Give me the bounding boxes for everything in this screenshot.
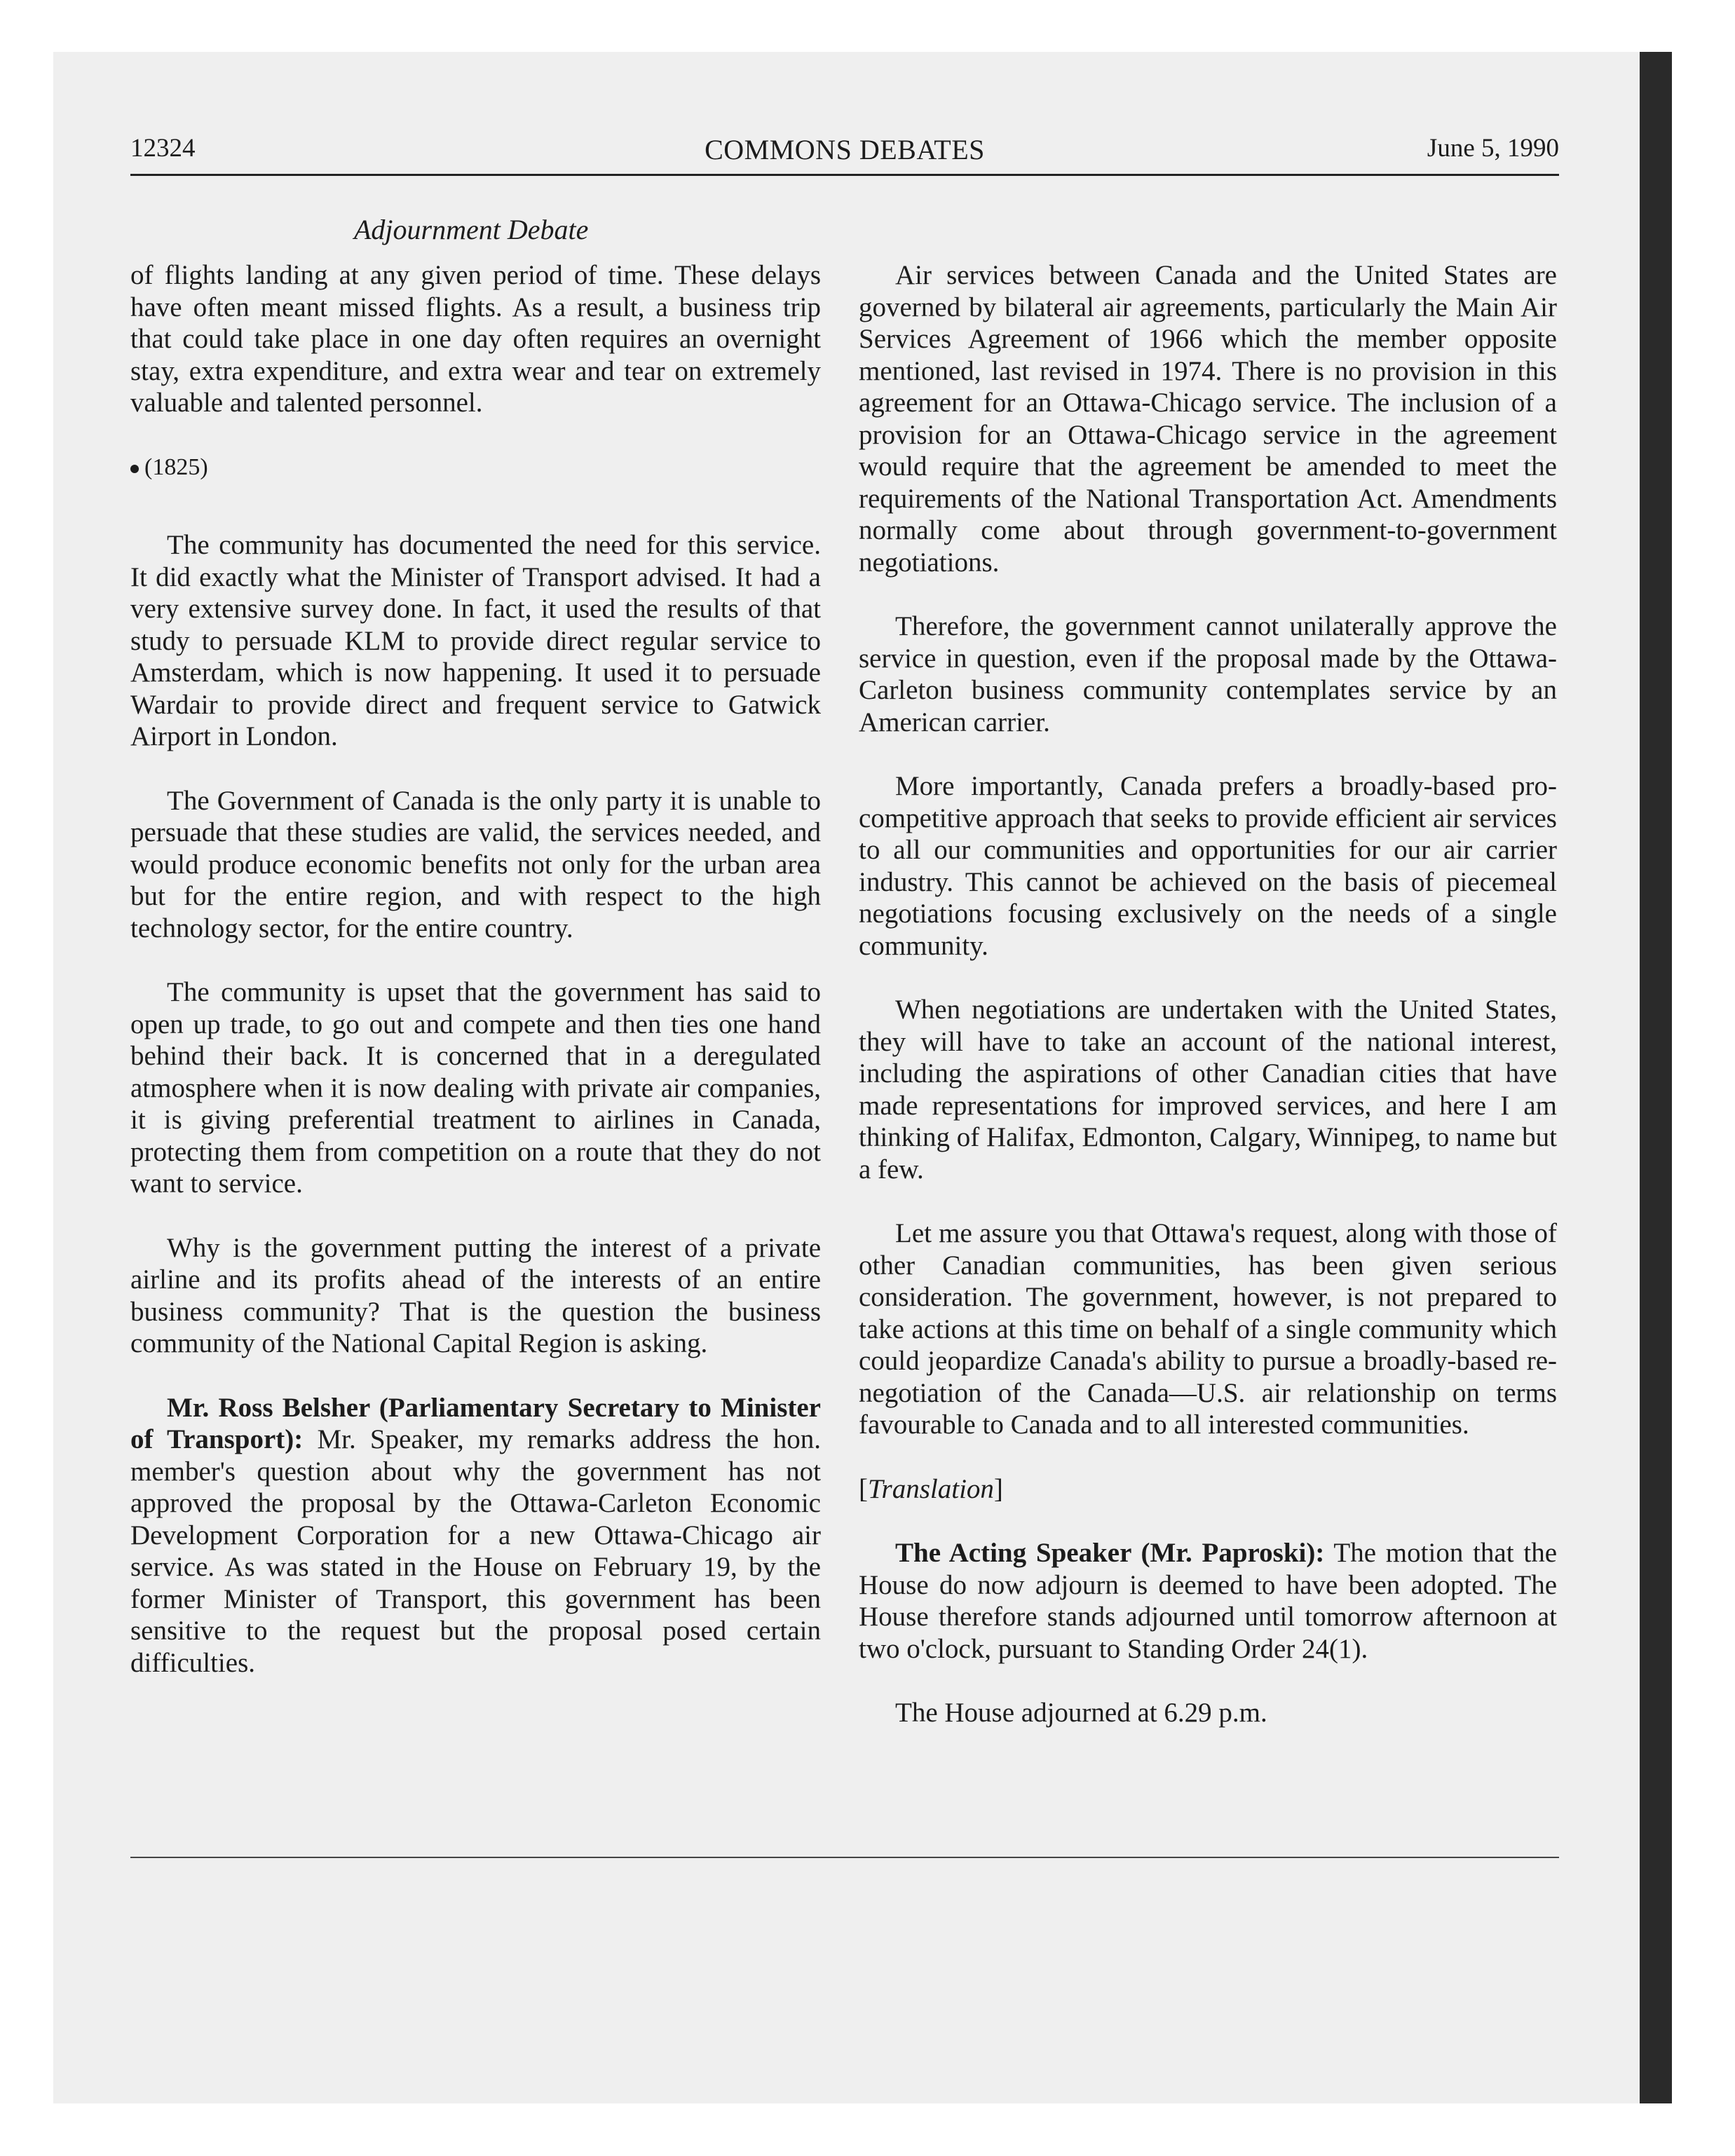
left-column <box>130 259 821 1711</box>
paragraph: The House adjourned at 6.29 p.m. <box>895 1698 1267 1728</box>
speech-paragraph <box>130 1392 821 1679</box>
paragraph: Let me assure you that Ottawa's request, along with those of other Canadian communities, has been given serious consideration. The government, however, is not prepared to take actions at this time on behalf of a single community which could jeopardize Canada's ability to pursue a broadly-based re-negotiation of the Canada—U.S. air relationship on terms favourable to Canada and to all interested communities. <box>859 1218 1557 1440</box>
page-number: 12324 <box>130 134 196 163</box>
speaker-name: The Acting Speaker (Mr. Paproski): <box>895 1538 1325 1568</box>
paragraph: Why is the government putting the interest of a private airline and its profits ahead of the interests of an entire business community? That is the question the business community of the National Capital Region is asking. <box>130 1232 821 1358</box>
footer-rule <box>130 1857 1559 1858</box>
speech-paragraph <box>859 1537 1557 1665</box>
header-rule <box>130 174 1559 176</box>
header-date: June 5, 1990 <box>1427 134 1559 163</box>
speech-text: The motion that the House do now adjourn is deemed to have been adopted. The House therefore stands adjourned until tomorrow afternoon at two o'clock, pursuant to Standing Order 24(1). <box>859 1538 1557 1664</box>
paragraph: When negotiations are undertaken with the United States, they will have to take an account of the national interest, including the aspirations of other Canadian cities that have made representations for improved services, and here I am thinking of Halifax, Edmonton, Calgary, Winnipeg, to name but a few. <box>859 995 1558 1185</box>
paragraph: Air services between Canada and the United States are governed by bilateral air agreements, particularly the Main Air Services Agreement of 1966 which the member opposite mentioned, last revised in 1974. There is no provision in this agreement for an Ottawa-Chicago service. The inclusion of a provision for an Ottawa-Chicago service in the agreement would require that the agreement be amended to meet the requirements of the National Transportation Act. Amendments normally come about through government-to-government negotiations. <box>859 260 1557 578</box>
page-header <box>130 133 1559 175</box>
translation-note: [Translation] <box>859 1473 1003 1504</box>
speech-text: Mr. Speaker, my remarks address the hon. member's question about why the government has not approved the proposal by the Ottawa-Carleton Economic Development Corporation for a new Ottawa-Chicago air service. As was stated in the House on February 19, by the former Minister of Transport, this government has been sensitive to the request but the proposal posed certain difficulties. <box>130 1424 822 1678</box>
bullet-icon <box>130 465 139 473</box>
publication-title: COMMONS DEBATES <box>705 134 985 165</box>
time-marker-text: (1825) <box>144 453 208 480</box>
paragraph: The community has documented the need for this service. It did exactly what the Minister of Transport advised. It had a very extensive survey done. In fact, it used the results of that study to persuade KLM to provide direct regular service to Amsterdam, which is now happening. It used it to persuade Wardair to provide direct and frequent service to Gatwick Airport in London. <box>130 530 821 751</box>
paragraph: of flights landing at any given period of time. These delays have often meant missed flights. As a result, a business trip that could take place in one day often requires an overnight stay, extra expenditure, and extra wear and tear on extremely valuable and talented personnel. <box>130 260 821 418</box>
paragraph: Therefore, the government cannot unilaterally approve the service in question, even if the proposal made by the Ottawa-Carleton business community contemplates service by an American carrier. <box>859 611 1557 737</box>
right-column <box>859 259 1557 1761</box>
paragraph: More importantly, Canada prefers a broadly-based pro-competitive approach that seeks to provide efficient air services to all our communities and opportunities for our air carrier industry. This cannot be achieved on the basis of piecemeal negotiations focusing exclusively on the needs of a single community. <box>859 771 1557 961</box>
scan-edge-shadow <box>1640 52 1672 2103</box>
paragraph: The community is upset that the government has said to open up trade, to go out and compete and then ties one hand behind their back. It is concerned that in a deregulated atmosphere when it is now dealing with private air companies, it is giving preferential treatment to airlines in Canada, protecting them from competition on a route that they do not want to service. <box>130 977 821 1199</box>
speaker-name: Mr. Ross Belsher (Parliamentary Secretary to Minister of Transport): <box>130 1392 821 1454</box>
section-title: Adjournment Debate <box>354 214 589 245</box>
paragraph: The Government of Canada is the only party it is unable to persuade that these studies are valid, the services needed, and would produce economic benefits not only for the urban area but for the entire region, and with respect to the high technology sector, for the entire country. <box>130 785 821 943</box>
translation-label: Translation <box>868 1473 994 1504</box>
time-marker <box>130 451 821 484</box>
